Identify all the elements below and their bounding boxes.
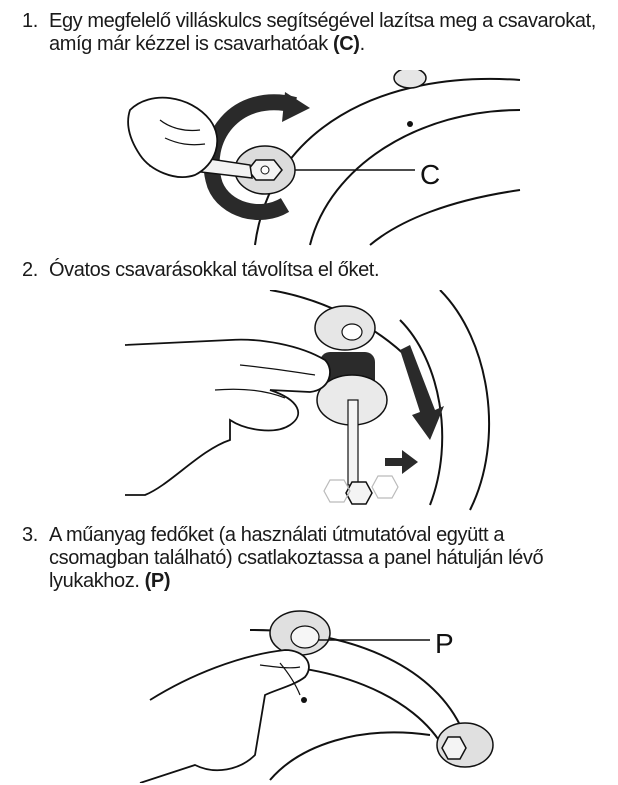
step-1-text — [49, 10, 602, 56]
figure-removing-screws — [0, 290, 618, 515]
figure-1-label-c: C — [420, 159, 441, 190]
step-3 — [22, 524, 602, 593]
figure-attaching-covers — [0, 605, 618, 783]
step-2 — [22, 259, 602, 282]
step-3-ref: (P) — [144, 570, 171, 592]
step-1-ref: (C) — [333, 33, 360, 55]
step-1 — [22, 10, 602, 56]
step-1-number: 1. — [22, 10, 38, 32]
step-3-number: 3. — [22, 524, 38, 546]
step-2-text: Óvatos csavarásokkal távolítsa el őket. — [49, 259, 380, 281]
figure-wrench-loosening — [0, 70, 618, 250]
step-3-text — [49, 524, 602, 593]
figure-3-label-p: P — [435, 628, 454, 659]
step-1-suffix: . — [359, 33, 365, 55]
step-3-body: A műanyag fedőket (a használati útmutatóval együtt a csomagban található) csatlakoztassa a panel hátulján lévő lyukakhoz. — [49, 524, 544, 592]
step-1-body: Egy megfelelő villáskulcs segítségével lazítsa meg a csavarokat, amíg már kézzel is csavarhatóak — [49, 10, 596, 55]
step-2-number: 2. — [22, 259, 38, 281]
